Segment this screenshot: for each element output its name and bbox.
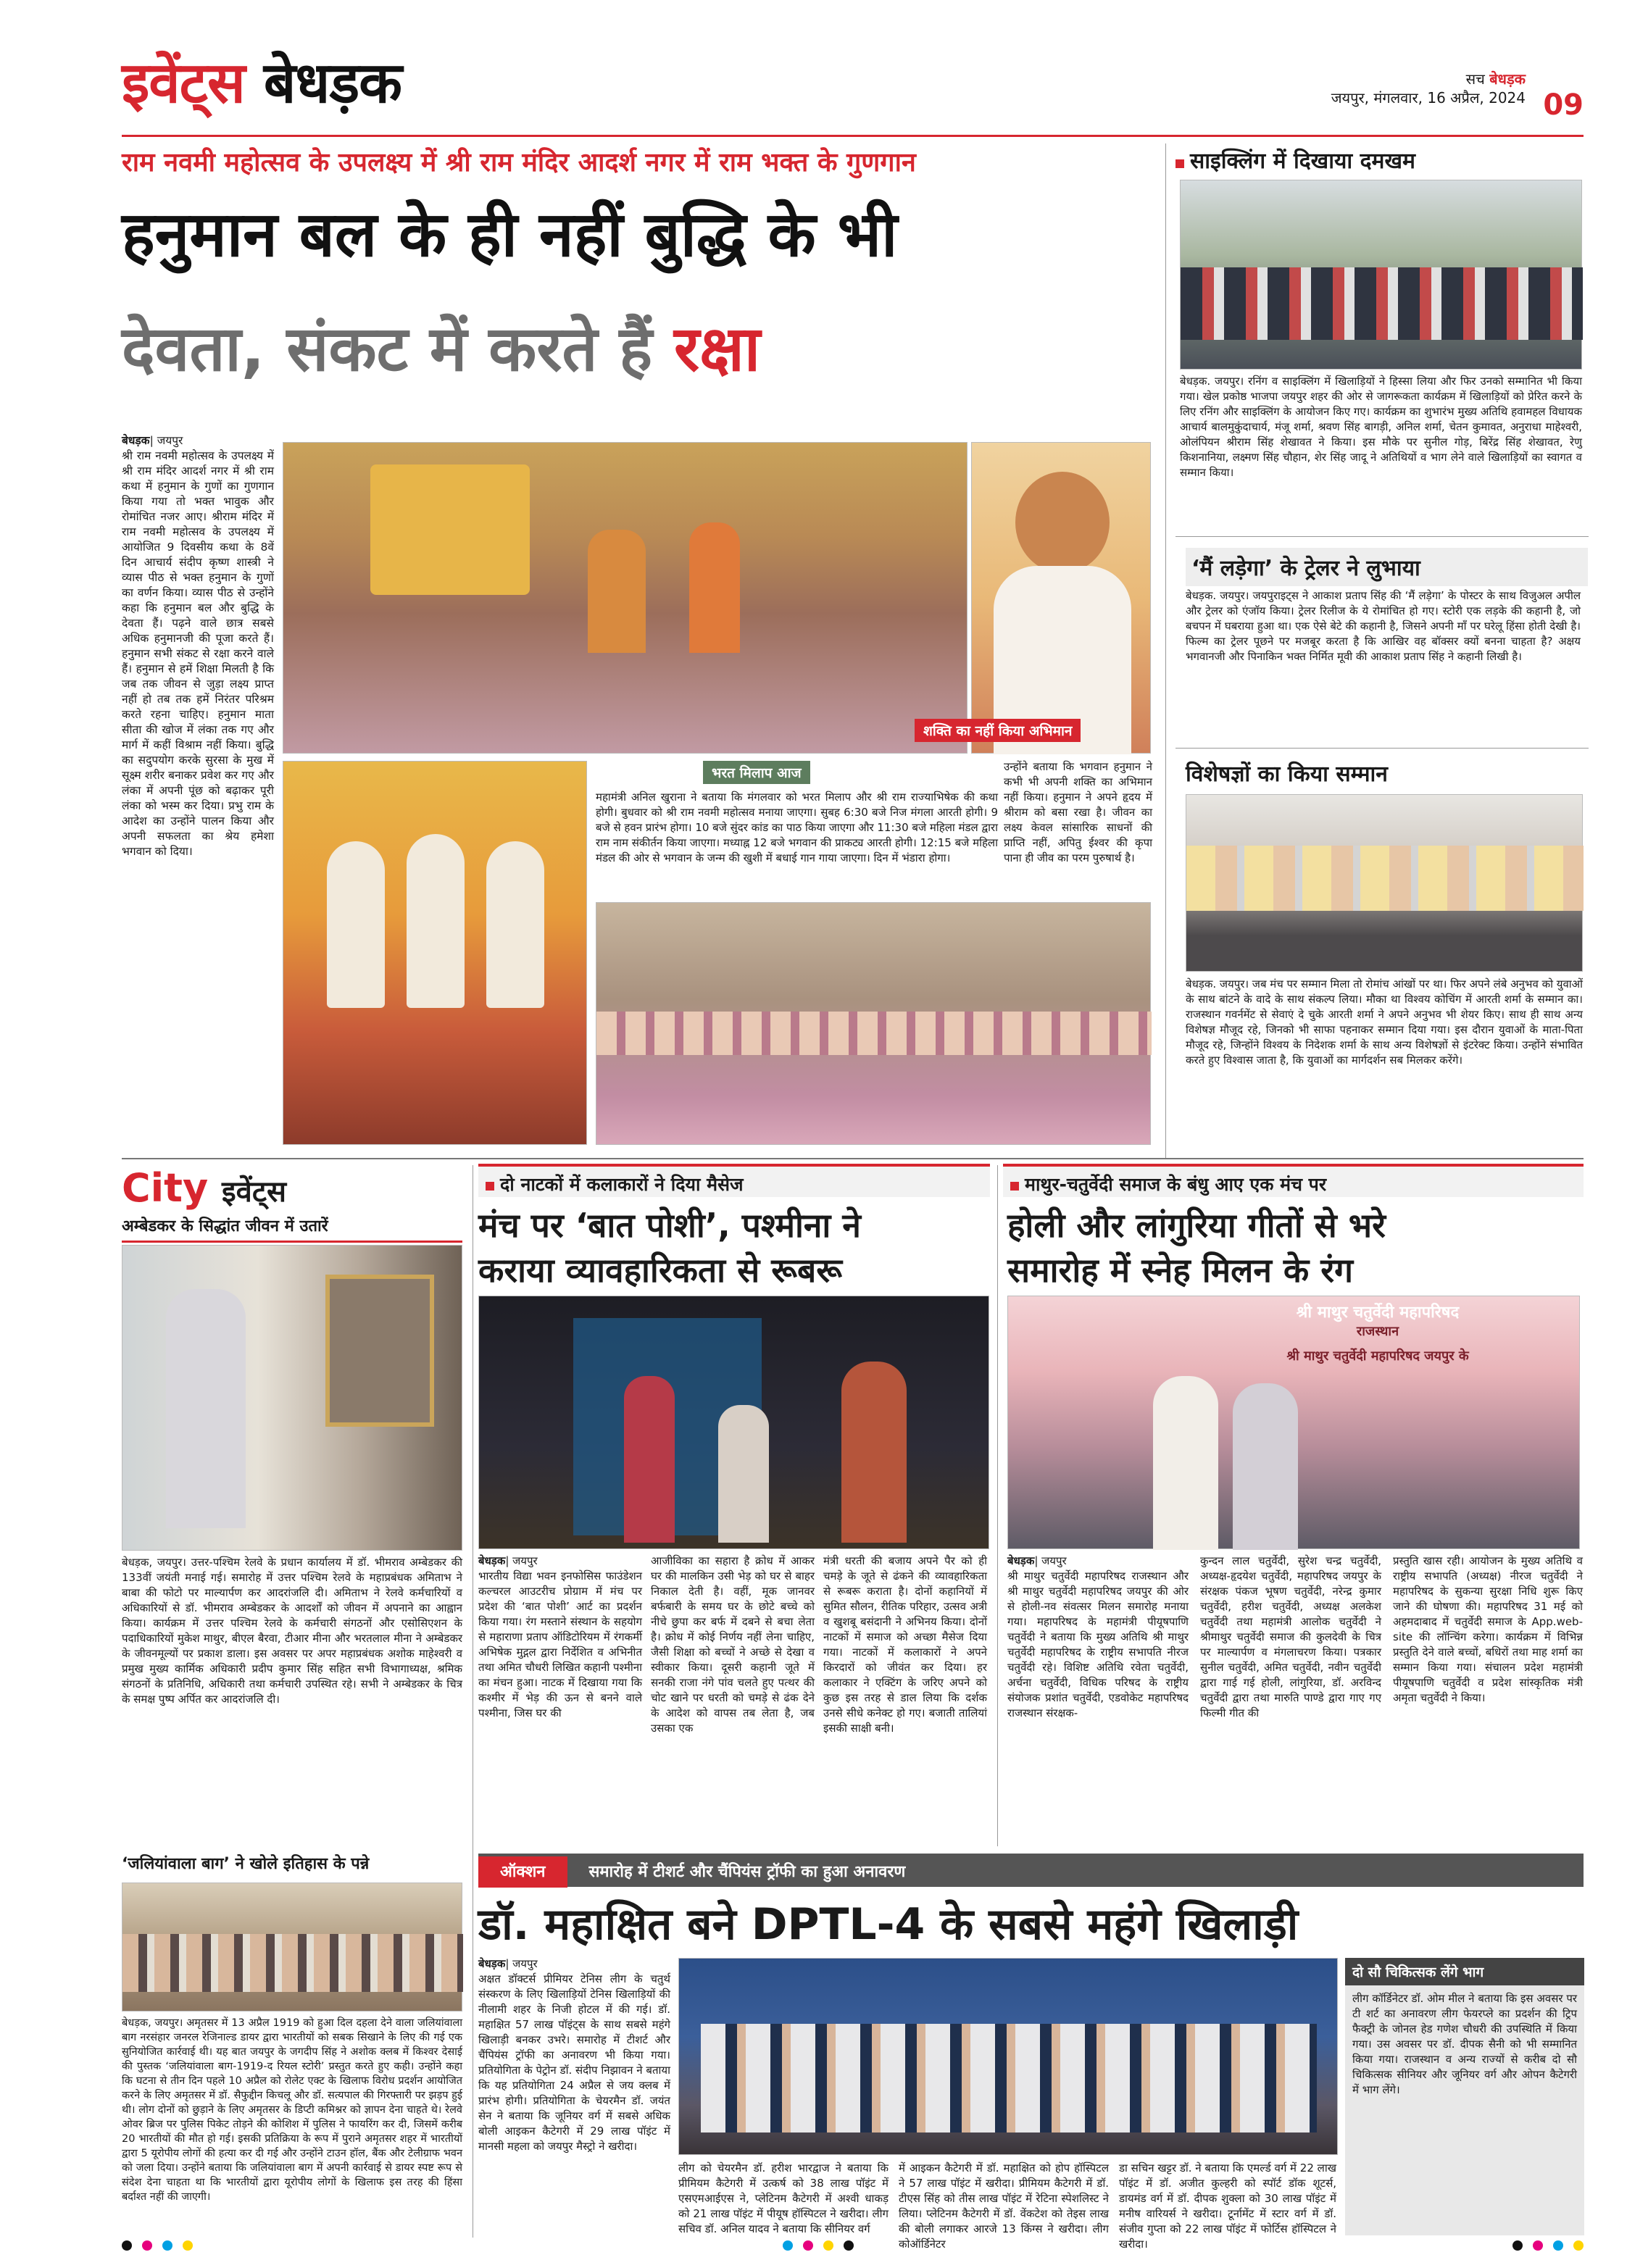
trailer-text: बेधड़क. जयपुर। जयपुराइट्स ने आकाश प्रताप सिंह की ‘मैं लड़ेगा’ के पोस्टर के साथ विजुअल अपील और ट्रेलर को एंजॉय किया। ट्रेलर रिलीज के ये रोमांचित हो गए। स्टोरी एक लड़के की कहानी है, जो बचपन में घबराया हुआ था। एक ऐसे बेटे की कहानी है, जिसने अपनी माँ पर घरेलू हिंसा होती देखी है। फिल्म का ट्रेलर पूछने पर मजबूर करता है कि आखिर वह बॉक्सर क्यों बनना चाहता है? अक्षय भगवानजी और पिनाकिन भक्त निर्मित मूवी की आकाश प्रताप सिंह ने कहानी लिखी है।: [1186, 589, 1581, 663]
cycling-text: बेधड़क. जयपुर। रनिंग व साइक्लिंग में खिलाड़ियों ने हिस्सा लिया और फिर उनको सम्मानित भी किया गया। खेल प्रकोष्ठ भाजपा जयपुर शहर की ओर से जागरूकता कार्यक्रम में खिलाड़ियों को प्रेरित करने के लिए रनिंग और साइक्लिंग के आयोजन किए गए। कार्यक्रम का शुभारंभ मुख्य अतिथि हवामहल विधायक आचार्य बालमुकुंदाचार्य, मंजू शर्मा, श्रवण सिंह बागड़ी, अनिल शर्मा, चेतन कुमावत, अनुराधा माहेश्वरी, ओलंपियन श्रीराम सिंह शेखावत ने किया। इस मौके पर सुनील गोड़, बिरेंद्र सिंह शेखावत, रेणु किशनानिया, लक्ष्मण सिंह चौहान, शेर सिंह जादू ने अतिथियों व भाग लेने वाले खिलाड़ियों का स्वागत व सम्मान किया।: [1180, 375, 1582, 479]
cyclists-row: [1181, 267, 1583, 340]
plays-kicker-bar: [478, 1164, 990, 1197]
mathur-headline: [1007, 1203, 1587, 1293]
performer-shape-2: [689, 522, 740, 653]
mathur-photo: [1007, 1296, 1580, 1549]
dot: [1533, 2240, 1543, 2251]
mathur-kicker: माथुर-चतुर्वेदी समाज के बंधु आए एक मंच पर: [1025, 1174, 1327, 1195]
masthead-title: [122, 42, 401, 119]
dot: [783, 2240, 793, 2251]
trailer-head: ‘मैं लड़ेगा’ के ट्रेलर ने लुभाया: [1186, 548, 1588, 586]
mathur-col-2: कुन्दन लाल चतुर्वेदी, सुरेश चन्द्र चतुर्वेदी, अध्यक्ष-हृदयेश चतुर्वेदी, महापरिषद जयपुर के संरक्षक पंकज भूषण चतुर्वेदी, नरेन्द्र कुमार चतुर्वेदी, हरीश चतुर्वेदी, अध्यक्ष अलकेश चतुर्वेदी तथा महामंत्री आलोक चतुर्वेदी ने श्रीमाथुर चतुर्वेदी समाज की कुलदेवी के चित्र पर माल्यार्पण व मंगलाचरण किया। पत्रकार सुनील चतुर्वेदी, अमित चतुर्वेदी, नवीन चतुर्वेदी द्वारा गाई गई होली, लांगुरिया, डॉ. अरविन्द चतुर्वेदी द्वारा तथा मारुति पाण्डे द्वारा गाए गए फिल्मी गीत की: [1200, 1554, 1381, 1719]
events-word: इवेंट्स: [221, 1175, 287, 1209]
experts-text: बेधड़क. जयपुर। जब मंच पर सम्मान मिला तो रोमांच आंखों पर था। फिर अपने लंबे अनुभव को युवाओं के साथ बांटने के वादे के साथ संकल्प लिया। मौका था विश्वय कोचिंग में आरती शर्मा के सम्मान का। राजस्थान गवर्नमेंट से सेवाएं दे चुके आरती शर्मा ने अपने अनुभव भी शेयर किए। साथ ही साथ अन्य विशेषज्ञ मौजूद रहे, जिनको भी साफा पहनाकर सम्मान दिया गया। इस दौरान युवाओं के माता-पिता मौजूद रहे, जिन्होंने विश्वय के निदेशक शर्मा के साथ अन्य विशेषज्ञों से इंटरेक्ट किया। उन्होंने संभावित करते हुए विश्वास जाता है, कि युवाओं का मार्गदर्शन सब मिलकर करेंगे।: [1186, 977, 1583, 1067]
jallian-photo: [122, 1883, 462, 2011]
auction-kicker: समारोह में टीशर्ट और चैंपियंस ट्रॉफी का हुआ अनावरण: [588, 1863, 906, 1881]
rule: [1175, 536, 1589, 537]
lead-byline: बेधड़क: [122, 434, 150, 447]
dot: [1573, 2240, 1584, 2251]
brand-a: सच: [1465, 70, 1485, 88]
idol-1: [327, 841, 385, 1008]
actor-3: [841, 1362, 907, 1543]
audience-photo: [596, 902, 1151, 1145]
mathur-head-1: होली और लांगुरिया गीतों से भरे: [1007, 1206, 1386, 1245]
mathur-banner-2: राजस्थान: [1356, 1324, 1399, 1339]
dot: [823, 2240, 833, 2251]
plays-byline: बेधड़क: [478, 1554, 506, 1567]
guest-figure-1: [1153, 1376, 1218, 1550]
caption-tag-shakti: शक्ति का नहीं किया अभिमान: [915, 719, 1081, 742]
dot: [122, 2240, 132, 2251]
portrait-frame: [325, 1275, 434, 1427]
mathur-col-1: [1007, 1554, 1189, 1843]
cycling-photo: [1180, 180, 1582, 370]
mathur-byline-loc: | जयपुर: [1034, 1554, 1067, 1567]
lead-headline-2a: देवता, संकट में करते हैं: [122, 313, 675, 385]
color-registration-dots-mid: [783, 2240, 854, 2251]
mathur-kicker-bar: [1003, 1164, 1584, 1197]
masthead-title-a: इवेंट्स: [122, 51, 245, 116]
mathur-col-1-text: श्री माथुर चतुर्वेदी महापरिषद राजस्थान और श्री माथुर चतुर्वेदी महापरिषद जयपुर की ओर से होली-नव संवत्सर मिलन समारोह मनाया गया। महापरिषद के महामंत्री पीयूषपाणि चतुर्वेदी ने बताया कि मुख्य अतिथि श्री माथुर चतुर्वेदी महापरिषद के राष्ट्रीय सभापति नीरज चतुर्वेदी रहे। विशिष्ट अतिथि रवेता चतुर्वेदी, अर्चना चतुर्वेदी, विधिक परिषद के राष्ट्रीय संयोजक प्रशांत चतुर्वेदी, एडवोकेट महापरिषद राजस्थान संरक्षक-: [1007, 1569, 1189, 1719]
cycling-head-block: [1175, 145, 1581, 175]
dot: [803, 2240, 813, 2251]
speaker-photo: [971, 442, 1151, 754]
auction-photo: [678, 1958, 1338, 2155]
mathur-banner-3: श्री माथुर चतुर्वेदी महापरिषद जयपुर के: [1286, 1348, 1469, 1364]
speaker-head: [1015, 472, 1110, 573]
masthead-rule: [122, 135, 1584, 137]
jallian-head: ‘जलियांवाला बाग’ ने खोले इतिहास के पन्ने: [122, 1855, 370, 1873]
plays-kicker: दो नाटकों में कलाकारों ने दिया मैसेज: [500, 1174, 744, 1195]
dot: [142, 2240, 152, 2251]
auction-byline-loc: | जयपुर: [505, 1957, 538, 1970]
auction-bar: [478, 1854, 1584, 1887]
lead-headline-1: हनुमान बल के ही नहीं बुद्धि के भी: [122, 199, 898, 271]
auction-col-2: लीग को चेयरमैन डॉ. हरीश भारद्वाज ने बताया कि प्रीमियम कैटेगरी में उत्कर्ष को 38 लाख पॉइंट में एसएमआईएस ने, प्लेटिनम कैटेगरी में अश्वी धाकड़ को 21 लाख पॉइंट में पीयूष हॉस्पिटल ने खरीदा। लीग सचिव डॉ. अनिल यादव ने बताया कि सीनियर वर्ग: [678, 2161, 889, 2235]
lead-mid-text: महामंत्री अनिल खुराना ने बताया कि मंगलवार को भरत मिलाप और श्री राम राज्याभिषेक की कथा होगी। बुधवार को श्री राम नवमी महोत्सव मनाया जाएगा। सुबह 6:30 बजे निज मंगला आरती होगी। 9 बजे से हवन प्रारंभ होगा। 10 बजे सुंदर कांड का पाठ किया जाएगा और 11:30 बजे महिला मंडल द्वारा राम नाम संकीर्तन किया जाएगा। मध्याह्न 12 बजे भगवान की प्राकट्य आरती होगी। 12:15 बजे महिला मंडल की ओर से भगवान के जन्म की खुशी में बधाई गान गाया जाएगा। दिन में भंडारा होगा।: [596, 791, 998, 864]
doctors-head: दो सौ चिकित्सक लेंगे भाग: [1345, 1958, 1584, 1985]
plays-head-2: कराया व्यावहारिकता से रूबरू: [478, 1251, 842, 1290]
plays-col-1: [478, 1554, 642, 1843]
plays-col-3: मंत्री धरती की बजाय अपने पैर को ही चमड़े के जूते से ढंकने की व्यावहारिकता से रूबरू कराता है। दोनों कहानियों में सुमित सौलन, रीतिक परिहार, उत्सव अत्री व खुशबू बसंदानी ने अभिनय किया। दोनों नाटकों में समाज को अच्छा मैसेज दिया गया। नाटकों में कलाकारों ने अपने किरदारों को जीवंत कर दिया। हर कलाकार ने एक्टिंग के जरिए अपने को कुछ इस तरह से डाल लिया कि दर्शक उनसे सीधे कनेक्ट हो गए। बजाती तालियां इसकी साक्षी बनी।: [823, 1554, 987, 1735]
mathur-banner-1: श्री माथुर चतुर्वेदी महापरिषद: [1296, 1304, 1460, 1322]
guest-figure-2: [1233, 1383, 1298, 1550]
bullet-icon: [486, 1182, 494, 1191]
auction-col-1-text: अक्षत डॉक्टर्स प्रीमियर टेनिस लीग के चतुर्थ संस्करण के लिए खिलाड़ियों टेनिस खिलाड़ियों की नीलामी शहर के निजी होटल में की गई। डॉ. महाक्षित 57 लाख पॉइंट्स के साथ सबसे महंगे खिलाड़ी बनकर उभरे। समारोह में टीशर्ट और चैंपियंस ट्रॉफी का अनावरण भी किया गया। प्रतियोगिता के पेट्रोन डॉ. संदीप निझावन ने बताया कि यह प्रतियोगिता 24 अप्रैल से जय क्लब में प्रारंभ होगी। प्रतियोगिता के चेयरमैन डॉ. जयंत सेन ने बताया कि जूनियर वर्ग में सबसे अधिक बोली आइकन कैटेगरी में 29 लाख पॉइंट में मानसी महला को जयपुर मैस्ट्रो ने खरीदा।: [478, 1972, 670, 2153]
dot: [1553, 2240, 1563, 2251]
auction-headline: डॉ. महाक्षित बने DPTL-4 के सबसे महंगे खिलाड़ी: [478, 1899, 1299, 1950]
lead-headline-2b: रक्षा: [674, 313, 761, 385]
plays-byline-loc: | जयपुर: [505, 1554, 538, 1567]
experts-row: [1186, 846, 1584, 911]
dot: [162, 2240, 172, 2251]
city-events-title: [122, 1165, 286, 1211]
masthead-title-b: बेधड़क: [263, 51, 402, 116]
auction-byline: बेधड़क: [478, 1957, 506, 1970]
dot: [1512, 2240, 1523, 2251]
auction-col-3: में आइकन कैटेगरी में डॉ. महाक्षित को होप हॉस्पिटल ने 57 लाख पॉइंट में खरीदा। प्रीमियम कैटेगरी में डॉ. टीएस सिंह को तीस लाख पॉइंट में रेटिना स्पेशलिस्ट ने लिया। प्लेटिनम कैटेगरी में डॉ. वेंकटेश को तेइस लाख की बोली लगाकर आरजे 13 किंग्स ने खरीदा। लीग कोऑर्डिनेटर: [899, 2161, 1109, 2251]
experts-photo: [1186, 794, 1583, 972]
rule: [1175, 748, 1589, 749]
plays-stage-photo: [478, 1296, 989, 1549]
dateline: जयपुर, मंगलवार, 16 अप्रैल, 2024: [1331, 89, 1526, 107]
lead-side-text: उन्होंने बताया कि भगवान हनुमान ने कभी भी अपनी शक्ति का अभिमान नहीं किया। हनुमान ने अपने हृदय में श्रीराम को बसा रखा है। जीवन का लक्ष्य केवल सांसारिक साधनों की प्राप्ति नहीं, अपितु ईश्वर की कृपा पाना ही जीव का परम पुरुषार्थ है।: [1004, 760, 1152, 864]
dot: [844, 2240, 854, 2251]
mathur-byline: बेधड़क: [1007, 1554, 1035, 1567]
lead-body: [122, 433, 274, 1143]
plays-col-2: आजीविका का सहारा है क्रोध में आकर घर की मालकिन उसी भेड़ को घर से बाहर निकाल देती है। वहीं, मूक जानवर बर्फबारी के समय घर के छोटे बच्चे को नीचे छुपा कर बर्फ में दबने से बचा लेता है। क्रोध में कोई निर्णय नहीं लेना चाहिए, जैसी शिक्षा को बच्चों ने अच्छे से देखा व स्वीकार किया। दूसरी कहानी जूते में सनकी राजा नंगे पांव चलते हुए पत्थर की चोट खाने पर धरती को चमड़े से ढंक देने के आदेश को वापस तब लेता है, जब उसका एक: [651, 1554, 815, 1735]
ambedkar-text: बेधड़क, जयपुर। उत्तर-पश्चिम रेलवे के प्रधान कार्यालय में डॉ. भीमराव अम्बेडकर की 133वीं जयंती मनाई गई। समारोह में उत्तर पश्चिम रेलवे के महाप्रबंधक अमिताभ ने बाबा की फोटो पर माल्यार्पण कर आदरांजलि दी। अमिताभ ने रेलवे कर्मचारियों व अधिकारियों से डॉ. भीमराव अम्बेडकर के आदर्शों को जीवन में अपनाने का आह्वान किया। कार्यक्रम में उत्तर पश्चिम रेलवे के कर्मचारी संगठनों और एसोसिएशन के पदाधिकारियों मुकेश माथुर, बीएल बैरवा, टीआर मीना और भरतलाल मीना ने अम्बेडकर के जीवनमूल्यों पर प्रकाश डाला। इस अवसर पर अपर महाप्रबंधक अशोक माहेश्वरी व प्रमुख मुख्य कार्मिक अधिकारी प्रदीप कुमार सिंह सहित सभी विभागाध्यक्ष, श्रमिक संगठनों के प्रतिनिधि, अधिकारी तथा कर्मचारी उपस्थित रहे। सभी ने अम्बेडकर के चित्र के समक्ष पुष्प अर्पित कर आदरांजलि दी।: [122, 1556, 462, 1706]
doctors-text: लीग कॉर्डिनेटर डॉ. ओम मील ने बताया कि इस अवसर पर टी शर्ट का अनावरण लीग फेयरप्ले का प्रदर्शन की ट्रिप फैक्ट्री के जोनल हेड गणेश चौधरी की उपस्थिति में किया गया। उस अवसर पर डॉ. दीपक सैनी को भी सम्मानित किया गया। राजस्थान व अन्य राज्यों से करीब दो सौ चिकित्सक सीनियर और जूनियर वर्ग और ओपन कैटेगरी में भाग लेंगे।: [1352, 1992, 1577, 2096]
lead-byline-loc: | जयपुर: [149, 434, 183, 447]
mathur-col-3: प्रस्तुति खास रही। आयोजन के मुख्य अतिथि व राष्ट्रीय सभापति (अध्यक्ष) नीरज चतुर्वेदी ने महापरिषद के सुकन्या सुरक्षा निधि शुरू किए जाने की घोषणा की। महापरिषद 31 मई को अहमदाबाद में चतुर्वेदी समाज के App.web-site की लॉन्चिंग करेगा। कार्यक्रम में विभिन्न प्रस्तुति देने वाले बच्चों, बधिरों तथा माह शर्मा का सम्मान किया गया। संचालन प्रदेश महामंत्री पीयूषपाणि चतुर्वेदी व प्रदेश सांस्कृतिक मंत्री अमृता चतुर्वेदी ने किया।: [1393, 1554, 1583, 1704]
performer-shape: [588, 530, 646, 653]
ambedkar-photo: [122, 1245, 462, 1551]
players-row: [701, 2024, 1317, 2132]
auction-col-1: [478, 1956, 670, 2235]
plays-headline: [478, 1203, 990, 1293]
actor-2: [718, 1405, 769, 1543]
plays-head-1: मंच पर ‘बात पोशी’, पश्मीना ने: [478, 1206, 861, 1245]
masthead-dateline-block: [1331, 70, 1526, 107]
group-row: [122, 1934, 463, 1992]
section-rule: [122, 1158, 1584, 1159]
altar-shape: [370, 464, 530, 595]
lead-body-text: श्री राम नवमी महोत्सव के उपलक्ष्य में श्री राम मंदिर आदर्श नगर में श्री राम कथा में हनुमान के गुणों का गुणगान किया गया तो भक्त भावुक और रोमांचित नजर आए। श्रीराम मंदिर में राम नवमी महोत्सव के उपलक्ष्य में आयोजित 9 दिवसीय कथा के 8वें दिन आचार्य संदीप कृष्ण शास्त्री ने व्यास पीठ से भक्त हनुमान के गुणों का वर्णन किया। व्यास पीठ से उन्होंने कहा कि हनुमान बल और बुद्धि के देवता हैं। पढ़ने वाले छात्र सबसे अधिक हनुमानजी की पूजा करते हैं। हनुमान सभी संकट से रक्षा करने वाले हैं। हनुमान से हमें शिक्षा मिलती है कि जब तक जीवन से जुड़ा लक्ष्य प्राप्त नहीं हो तब तक हमें निरंतर परिश्रम करते रहना चाहिए। हनुमान माता सीता की खोज में लंका तक गए और मार्ग में कहीं विश्राम नहीं किया। बुद्धि का सदुपयोग करके सुरसा के मुख में सूक्ष्म शरीर बनाकर प्रवेश कर गए और लंका में अपनी पूंछ को बढ़ाकर पूरी लंका को भस्म कर दिया। प्रभु राम के आदेश का उन्होंने पालन किया और अपनी सफलता का श्रेय हमेशा भगवान को दिया।: [122, 449, 274, 858]
jallian-text: बेधड़क, जयपुर। अमृतसर में 13 अप्रैल 1919 को हुआ दिल दहला देने वाला जलियांवाला बाग नरसंहार जनरल रेजिनाल्ड डायर द्वारा भारतीयों को सबक सिखाने के लिए की गई एक सुनियोजित कार्रवाई थी। यह बात जयपुर के जगदीप सिंह ने अशोक क्लब में किश्वर देसाई की पुस्तक ‘जलियांवाला बाग-1919-द रियल स्टोरी’ प्रस्तुत करते हुए कही। उन्होंने कहा कि घटना से तीन दिन पहले 10 अप्रैल को रोलेट एक्ट के खिलाफ विरोध प्रदर्शन आयोजित करने के लिए अमृतसर में डॉ. सैफुद्दीन किचलू और डॉ. सत्यपाल की गिरफ्तारी पर झड़प हुई थी। लोग दोनों को छुड़ाने के लिए अमृतसर के डिप्टी कमिश्नर को ज्ञापन देना चाहते थे। रेलवे ओवर ब्रिज पर पुलिस पिकेट तोड़ने की कोशिश में पुलिस ने फायरिंग कर दी, जिसमें करीब 20 भारतीयों की मौत हो गई। इसकी प्रतिक्रिया के रूप में पुराने अमृतसर शहर में भारतीयों द्वारा 5 यूरोपीय लोगों की हत्या कर दी गई और उन्होंने टाउन हॉल, बैंक और टेलीग्राफ भवन को जला दिया। उन्होंने बताया कि जलियांवाला बाग में अपनी कार्रवाई से डायर स्पष्ट रूप से संदेश देना चाहता था कि भारतीयों द्वारा यूरोपीय लोगों के खिलाफ इस तरह की हिंसा बर्दाश्त नहीं की जाएगी।: [122, 2017, 462, 2203]
dot: [183, 2240, 193, 2251]
idol-2: [407, 834, 465, 1008]
mathur-head-2: समारोह में स्नेह मिलन के रंग: [1007, 1251, 1353, 1290]
ambedkar-head: अम्बेडकर के सिद्धांत जीवन में उतारें: [122, 1214, 462, 1243]
bullet-icon: [1010, 1182, 1019, 1191]
actor-1: [624, 1376, 675, 1543]
doctors-box: [1345, 1958, 1584, 2235]
caption-tag-bharat: भरत मिलाप आज: [703, 761, 810, 784]
col-divider: [997, 1165, 998, 1846]
lead-kicker: राम नवमी महोत्सव के उपलक्ष्य में श्री राम मंदिर आदर्श नगर में राम भक्त के गुणगान: [122, 148, 916, 178]
experts-head: विशेषज्ञों का किया सम्मान: [1186, 762, 1388, 787]
bullet-icon: [1175, 159, 1184, 168]
plays-col-1-text: भारतीय विद्या भवन इनफोसिस फाउंडेशन कल्चरल आउटरीच प्रोग्राम में मंच पर प्रदेश की ‘बात पोशी’ आर्ट का प्रदर्शन किया गया। रंग मस्ताने संस्थान के सहयोग से महाराणा प्रताप ऑडिटोरियम में रंगकर्मी अभिषेक मुद्गल द्वारा निर्देशित व अभिनीत तथा अमित चौधरी लिखित कहानी पश्मीना का मंचन हुआ। नाटक में दिखाया गया कि कश्मीर में भेड़ की ऊन से बनने वाले पश्मीना, जिस घर की: [478, 1569, 642, 1719]
auction-col-4: डा सचिन खट्टर डॉ. ने बताया कि एमर्ल्ड वर्ग में 22 लाख पॉइंट में डॉ. अजीत कुल्हरी को स्पॉर्ट डॉक शूटर्स, डायमंड वर्ग में डॉ. दीपक शुक्ला को 30 लाख पॉइंट में मनीष वारियर्स ने खरीदा। टूर्नामेंट में स्टार वर्ग में डॉ. संजीव गुप्ता को 22 लाख पॉइंट में फोर्टिस हॉस्पिटल ने खरीदा।: [1119, 2161, 1336, 2251]
audience-row: [596, 1012, 1152, 1055]
idol-3: [486, 841, 544, 1008]
page-number: 09: [1543, 88, 1584, 122]
brand-b: बेधड़क: [1489, 70, 1526, 88]
color-registration-dots-right: [1512, 2240, 1584, 2251]
cycling-head: साइक्लिंग में दिखाया दमखम: [1190, 149, 1415, 174]
auction-tag: ऑक्शन: [478, 1856, 567, 1888]
temple-stage-photo: [283, 442, 968, 754]
official-figure: [166, 1289, 246, 1528]
city-word: City: [122, 1165, 209, 1211]
col-divider: [1165, 143, 1166, 1158]
color-registration-dots-left: [122, 2240, 193, 2251]
idols-photo: [283, 761, 587, 1145]
lead-headline-2: [122, 304, 1151, 389]
